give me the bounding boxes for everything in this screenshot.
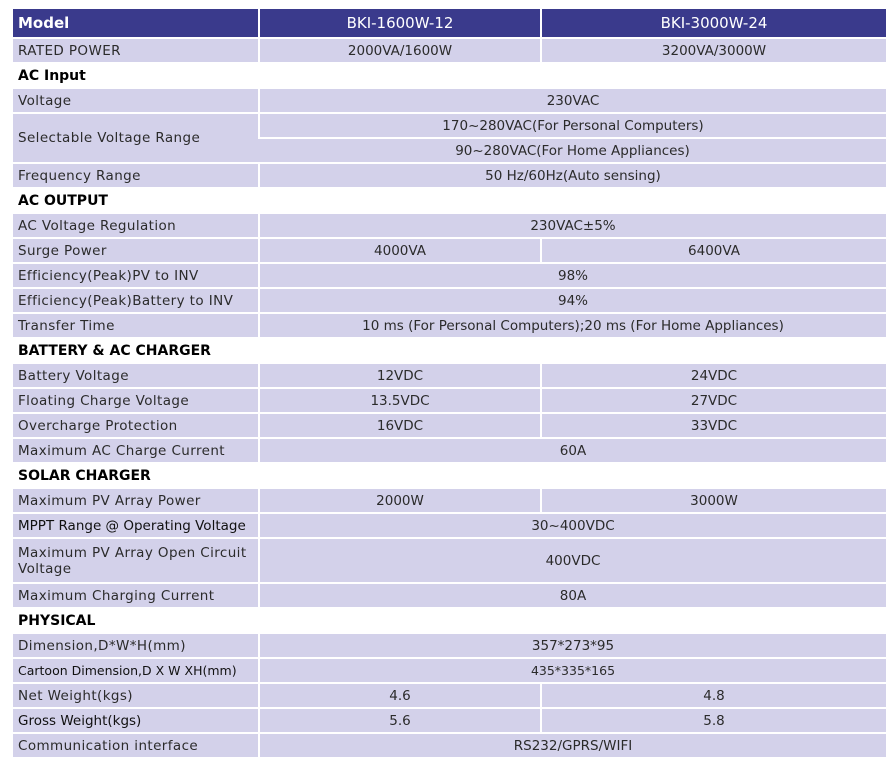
dimension-label: Dimension,D*W*H(mm) <box>13 633 259 658</box>
carton-value: 435*335*165 <box>259 658 886 683</box>
dimension-row <box>13 633 886 658</box>
section-title: SOLAR CHARGER <box>13 463 886 488</box>
charging-current-row <box>13 583 886 608</box>
rated-power-a: 2000VA/1600W <box>259 38 541 63</box>
selectable-range-value-2: 90~280VAC(For Home Appliances) <box>259 138 886 163</box>
dimension-value: 357*273*95 <box>259 633 886 658</box>
gross-weight-a: 5.6 <box>259 708 541 733</box>
eff-batt-value: 94% <box>259 288 886 313</box>
header-label: Model <box>13 9 259 38</box>
frequency-label: Frequency Range <box>13 163 259 188</box>
model-a-header: BKI-1600W-12 <box>259 9 541 38</box>
surge-row <box>13 238 886 263</box>
max-ac-current-label: Maximum AC Charge Current <box>13 438 259 463</box>
overcharge-b: 33VDC <box>541 413 886 438</box>
open-circuit-value: 400VDC <box>259 538 886 583</box>
eff-batt-row <box>13 288 886 313</box>
battery-voltage-label: Battery Voltage <box>13 363 259 388</box>
regulation-value: 230VAC±5% <box>259 213 886 238</box>
overcharge-a: 16VDC <box>259 413 541 438</box>
ac-input-voltage-label: Voltage <box>13 88 259 113</box>
ac-input-voltage-value: 230VAC <box>259 88 886 113</box>
eff-pv-value: 98% <box>259 263 886 288</box>
section-solar <box>13 463 886 488</box>
gross-weight-row <box>13 708 886 733</box>
net-weight-b: 4.8 <box>541 683 886 708</box>
eff-pv-row <box>13 263 886 288</box>
rated-power-b: 3200VA/3000W <box>541 38 886 63</box>
pv-power-a: 2000W <box>259 488 541 513</box>
charging-current-label: Maximum Charging Current <box>13 583 259 608</box>
floating-label: Floating Charge Voltage <box>13 388 259 413</box>
frequency-row <box>13 163 886 188</box>
net-weight-a: 4.6 <box>259 683 541 708</box>
charging-current-value: 80A <box>259 583 886 608</box>
mppt-label: MPPT Range @ Operating Voltage <box>13 513 259 538</box>
gross-weight-b: 5.8 <box>541 708 886 733</box>
open-circuit-label: Maximum PV Array Open Circuit Voltage <box>13 538 259 583</box>
surge-label: Surge Power <box>13 238 259 263</box>
section-physical <box>13 608 886 633</box>
net-weight-row <box>13 683 886 708</box>
gross-weight-label: Gross Weight(kgs) <box>13 708 259 733</box>
battery-voltage-a: 12VDC <box>259 363 541 388</box>
selectable-range-label: Selectable Voltage Range <box>13 113 259 163</box>
frequency-value: 50 Hz/60Hz(Auto sensing) <box>259 163 886 188</box>
surge-b: 6400VA <box>541 238 886 263</box>
pv-power-row <box>13 488 886 513</box>
floating-a: 13.5VDC <box>259 388 541 413</box>
selectable-range-value-1: 170~280VAC(For Personal Computers) <box>259 113 886 138</box>
regulation-row <box>13 213 886 238</box>
carton-label: Cartoon Dimension,D X W XH(mm) <box>13 658 259 683</box>
regulation-label: AC Voltage Regulation <box>13 213 259 238</box>
overcharge-label: Overcharge Protection <box>13 413 259 438</box>
pv-power-label: Maximum PV Array Power <box>13 488 259 513</box>
carton-row <box>13 658 886 683</box>
mppt-row <box>13 513 886 538</box>
transfer-value: 10 ms (For Personal Computers);20 ms (For Home Appliances) <box>259 313 886 338</box>
header-row <box>13 9 886 38</box>
comm-label: Communication interface <box>13 733 259 758</box>
overcharge-row <box>13 413 886 438</box>
pv-power-b: 3000W <box>541 488 886 513</box>
spec-table <box>13 9 886 759</box>
section-title: BATTERY & AC CHARGER <box>13 338 886 363</box>
battery-voltage-b: 24VDC <box>541 363 886 388</box>
section-title: PHYSICAL <box>13 608 886 633</box>
eff-batt-label: Efficiency(Peak)Battery to INV <box>13 288 259 313</box>
surge-a: 4000VA <box>259 238 541 263</box>
transfer-row <box>13 313 886 338</box>
section-title: AC Input <box>13 63 886 88</box>
ac-input-voltage-row <box>13 88 886 113</box>
model-b-header: BKI-3000W-24 <box>541 9 886 38</box>
rated-power-label: RATED POWER <box>13 38 259 63</box>
comm-row <box>13 733 886 758</box>
comm-value: RS232/GPRS/WIFI <box>259 733 886 758</box>
transfer-label: Transfer Time <box>13 313 259 338</box>
floating-b: 27VDC <box>541 388 886 413</box>
eff-pv-label: Efficiency(Peak)PV to INV <box>13 263 259 288</box>
max-ac-current-row <box>13 438 886 463</box>
battery-voltage-row <box>13 363 886 388</box>
open-circuit-row <box>13 538 886 583</box>
selectable-range-row <box>13 113 886 138</box>
max-ac-current-value: 60A <box>259 438 886 463</box>
section-title: AC OUTPUT <box>13 188 886 213</box>
mppt-value: 30~400VDC <box>259 513 886 538</box>
floating-row <box>13 388 886 413</box>
net-weight-label: Net Weight(kgs) <box>13 683 259 708</box>
rated-power-row <box>13 38 886 63</box>
section-ac-output <box>13 188 886 213</box>
section-battery <box>13 338 886 363</box>
section-ac-input <box>13 63 886 88</box>
